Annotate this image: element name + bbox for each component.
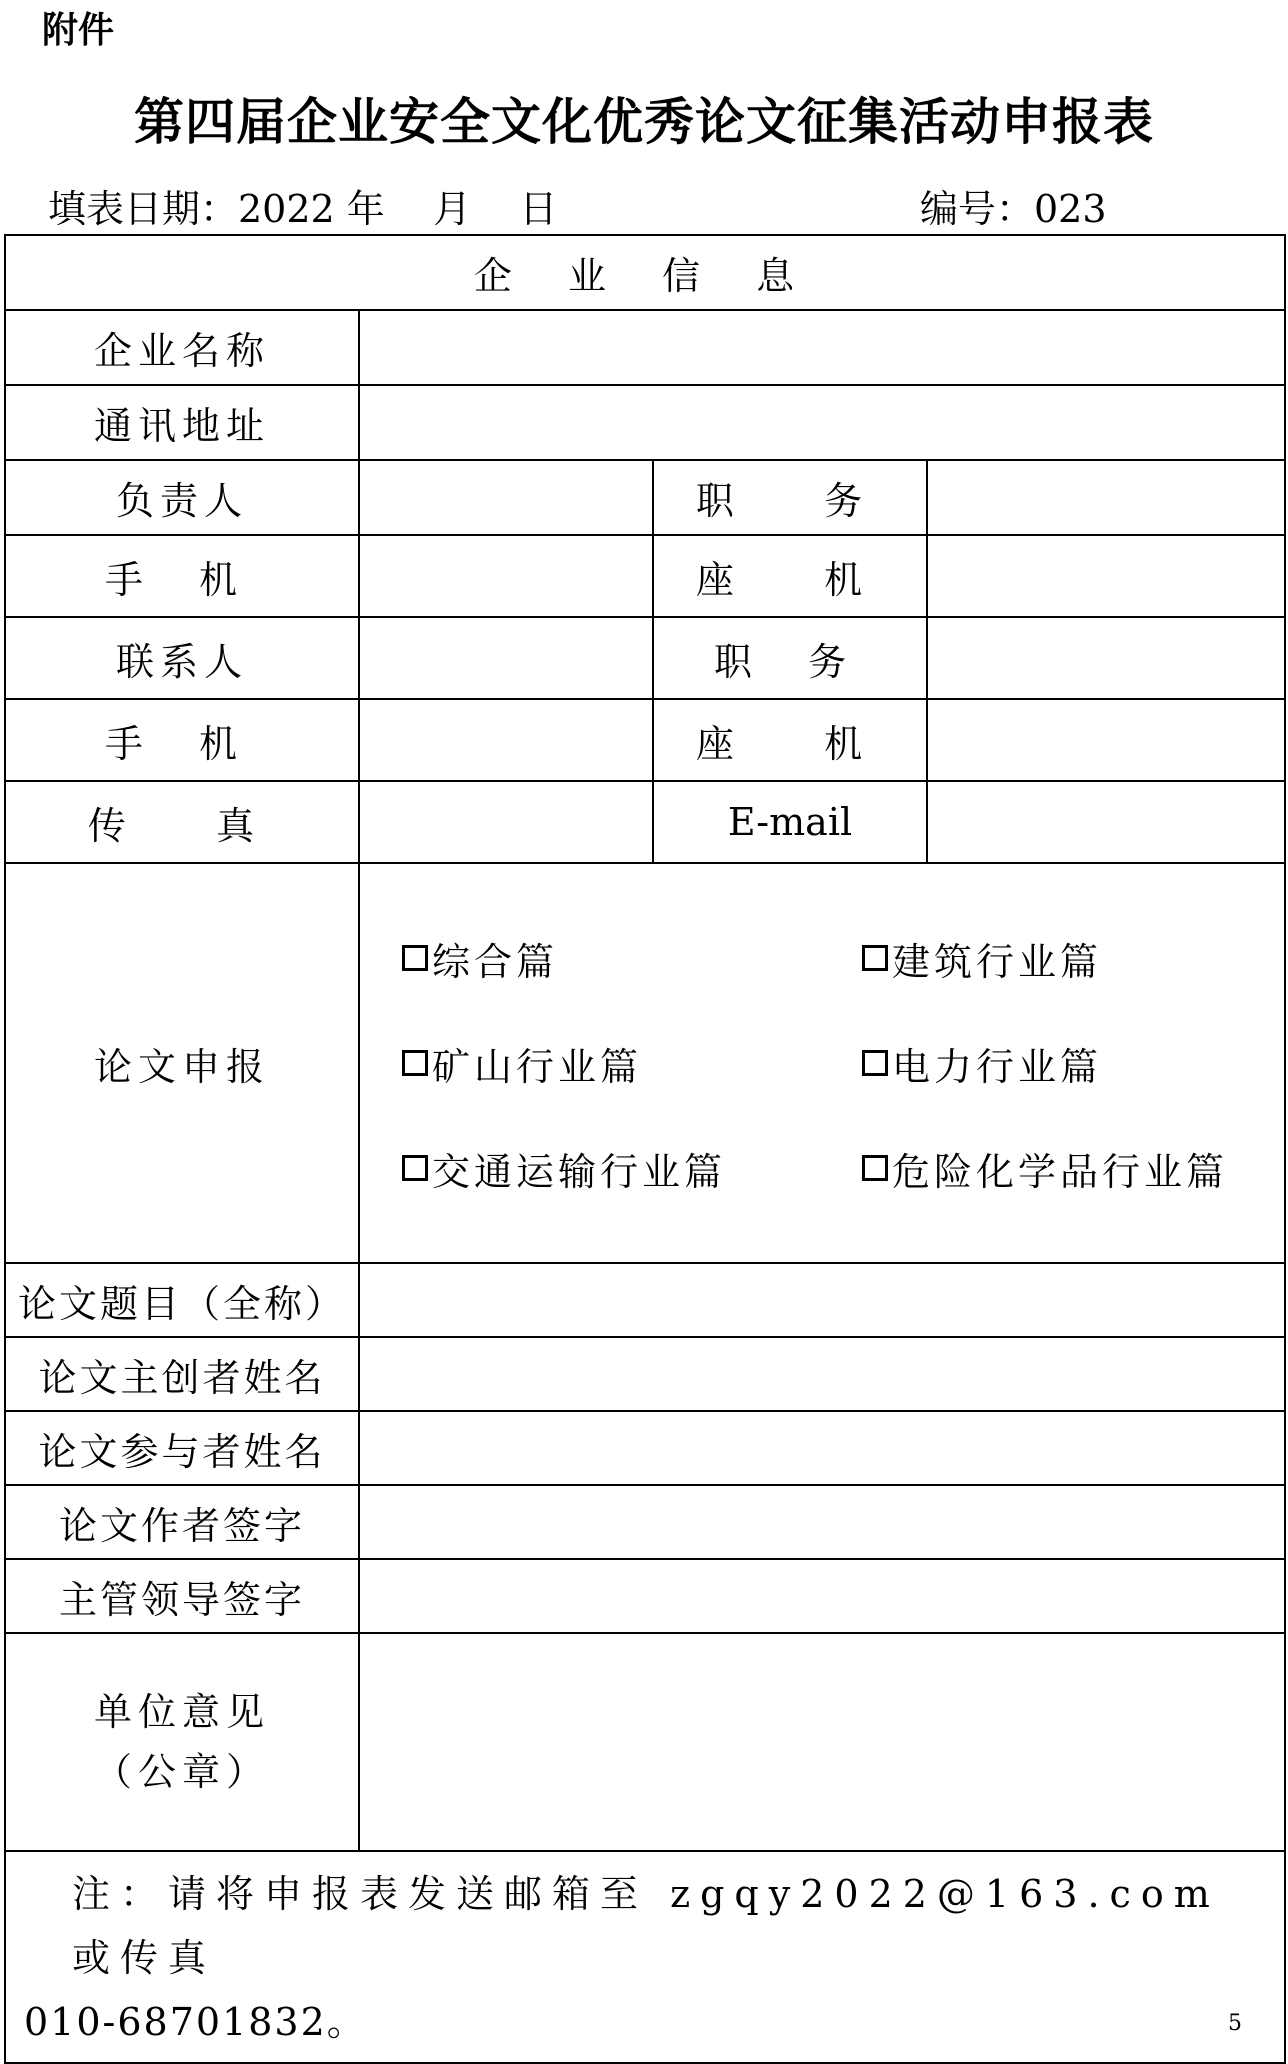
label-contact-mobile: 手 机	[5, 699, 359, 781]
input-leader-position[interactable]	[927, 460, 1285, 535]
unit-opinion-line2: （公章）	[93, 1750, 270, 1794]
checkbox-icon[interactable]	[402, 1155, 428, 1181]
paper-category-options	[359, 863, 1285, 1263]
attachment-label: 附件	[42, 10, 115, 51]
label-leader-landline: 座 机	[653, 535, 927, 617]
label-leader-signature: 主管领导签字	[5, 1559, 359, 1633]
label-unit-opinion	[5, 1633, 359, 1851]
option-label: 电力行业篇	[892, 1044, 1103, 1089]
option-label: 交通运输行业篇	[432, 1149, 727, 1194]
checkbox-icon[interactable]	[862, 1155, 888, 1181]
input-contact-landline[interactable]	[927, 699, 1285, 781]
input-main-author[interactable]	[359, 1337, 1285, 1411]
fill-date: 填表日期：2022 年 月 日	[48, 187, 558, 231]
checkbox-icon[interactable]	[862, 1050, 888, 1076]
input-leader-signature[interactable]	[359, 1559, 1285, 1633]
label-leader-mobile: 手 机	[5, 535, 359, 617]
label-paper-declaration: 论文申报	[5, 863, 359, 1263]
label-leader-position: 职 务	[653, 460, 927, 535]
input-author-signature[interactable]	[359, 1485, 1285, 1559]
label-address: 通讯地址	[5, 385, 359, 460]
application-form-table	[4, 234, 1286, 2064]
checkbox-icon[interactable]	[862, 945, 888, 971]
form-title: 第四届企业安全文化优秀论文征集活动申报表	[134, 92, 1154, 151]
option-comprehensive[interactable]	[402, 931, 862, 986]
option-electric-power[interactable]	[862, 1036, 1252, 1091]
option-label: 矿山行业篇	[432, 1044, 643, 1089]
input-contact-mobile[interactable]	[359, 699, 653, 781]
section-header-company-info: 企 业 信 息	[5, 235, 1285, 310]
option-hazardous-chemicals[interactable]	[862, 1141, 1252, 1196]
submission-note	[5, 1851, 1285, 2063]
option-construction[interactable]	[862, 931, 1252, 986]
checkbox-icon[interactable]	[402, 945, 428, 971]
label-leader: 负责人	[5, 460, 359, 535]
label-fax: 传 真	[5, 781, 359, 863]
option-label: 危险化学品行业篇	[892, 1149, 1229, 1194]
input-contact-position[interactable]	[927, 617, 1285, 699]
input-address[interactable]	[359, 385, 1285, 460]
label-author-signature: 论文作者签字	[5, 1485, 359, 1559]
input-unit-opinion[interactable]	[359, 1633, 1285, 1851]
page-number: 5	[1228, 2011, 1242, 2036]
label-company-name: 企业名称	[5, 310, 359, 385]
label-email: E-mail	[653, 781, 927, 863]
unit-opinion-line1: 单位意见	[93, 1690, 270, 1734]
note-line2: 010-68701832。	[24, 2000, 367, 2044]
note-line1: 注：请将申报表发送邮箱至 zgqy2022@163.com 或传真	[72, 1872, 1220, 1980]
label-contact: 联系人	[5, 617, 359, 699]
input-paper-title[interactable]	[359, 1263, 1285, 1337]
input-company-name[interactable]	[359, 310, 1285, 385]
label-main-author: 论文主创者姓名	[5, 1337, 359, 1411]
label-paper-title: 论文题目（全称）	[5, 1263, 359, 1337]
label-contact-position: 职 务	[653, 617, 927, 699]
input-fax[interactable]	[359, 781, 653, 863]
option-transportation[interactable]	[402, 1141, 862, 1196]
input-leader-landline[interactable]	[927, 535, 1285, 617]
input-participants[interactable]	[359, 1411, 1285, 1485]
input-email[interactable]	[927, 781, 1285, 863]
input-leader[interactable]	[359, 460, 653, 535]
checkbox-icon[interactable]	[402, 1050, 428, 1076]
input-leader-mobile[interactable]	[359, 535, 653, 617]
option-mining[interactable]	[402, 1036, 862, 1091]
label-participants: 论文参与者姓名	[5, 1411, 359, 1485]
option-label: 建筑行业篇	[892, 939, 1103, 984]
input-contact[interactable]	[359, 617, 653, 699]
serial-number: 编号：023	[920, 187, 1107, 231]
option-label: 综合篇	[432, 939, 559, 984]
label-contact-landline: 座 机	[653, 699, 927, 781]
